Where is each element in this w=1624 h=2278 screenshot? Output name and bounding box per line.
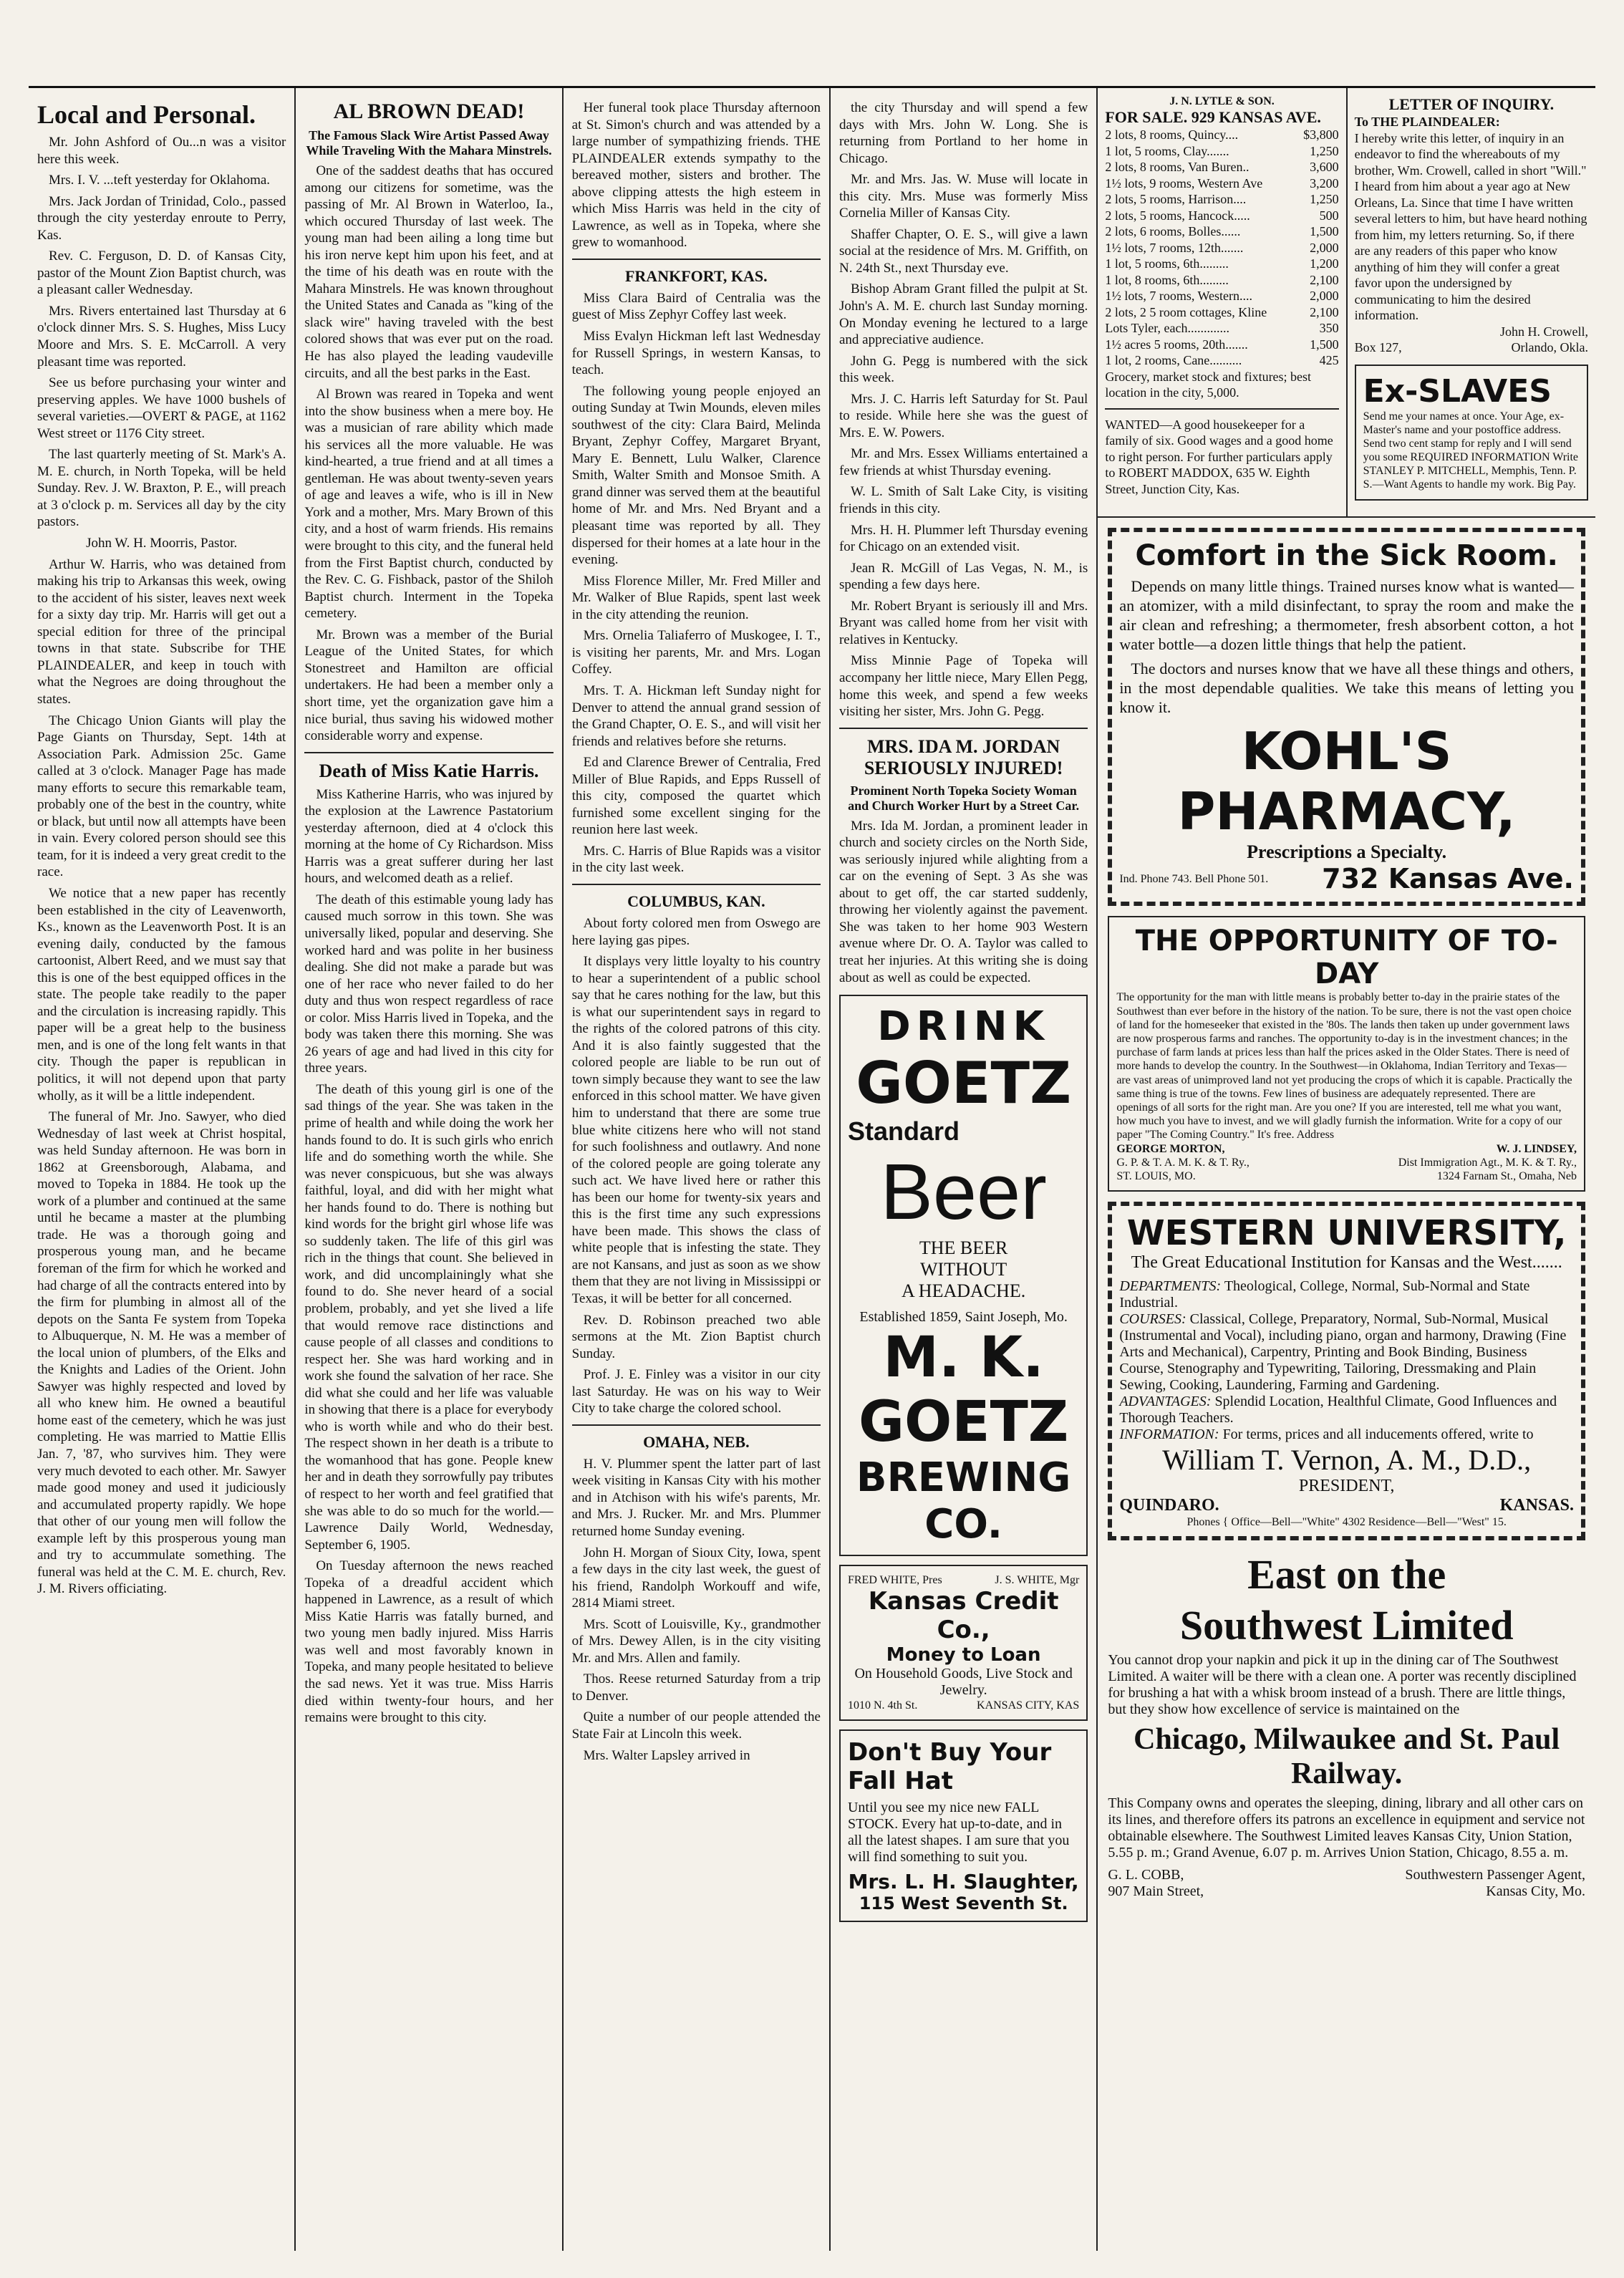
article-paragraph: On Tuesday afternoon the news reached Topeka of a dreadful accident which happened in Lawrence, as a result of which Miss Katie Harris was fatally burned, and two young men badly injured. Miss Harris was well and most favorably known in Topeka, and many people hesitated to believe the sad news. Yet it was true. Miss Harris died within twenty-four hours, and her remains were brought to this city. bbox=[304, 1558, 554, 1726]
newspaper-page bbox=[29, 86, 1595, 2251]
east-title-2: Southwest Limited bbox=[1179, 1602, 1514, 1649]
news-item: Quite a number of our people attended the State Fair at Lincoln this week. bbox=[571, 1709, 821, 1742]
local-item: Rev. C. Ferguson, D. D. of Kansas City, pastor of the Mount Zion Baptist church, was a pleasant caller Wednesday. bbox=[37, 248, 286, 298]
goetz-brand: GOETZ bbox=[856, 1050, 1072, 1117]
credit-officer-right: J. S. WHITE, Mgr bbox=[995, 1574, 1080, 1587]
credit-name: Kansas Credit Co., bbox=[868, 1587, 1059, 1645]
news-item: Shaffer Chapter, O. E. S., will give a lawn social at the residence of Mrs. M. Griffith, on N. 24th St., next Thursday eve. bbox=[838, 226, 1088, 276]
credit-officer-left: FRED WHITE, Pres bbox=[847, 1574, 942, 1587]
inquiry-city: Orlando, Okla. bbox=[1511, 340, 1588, 354]
opportunity-cities bbox=[1116, 1169, 1577, 1183]
jordan-subhead: Prominent North Topeka Society Woman and Church Worker Hurt by a Street Car. bbox=[848, 783, 1080, 813]
article-paragraph: Her funeral took place Thursday afternoon at St. Simon's church and was attended by a large number of sympathizing friends. THE PLAINDEALER extends sympathy to the bereaved mother, sisters and brother. The above clipping attests the high esteem in which Miss Harris was held in the city of Lawrence, as well as in Topeka, where she grew to womanhood. bbox=[571, 100, 821, 251]
columbus-head: COLUMBUS, KAN. bbox=[627, 892, 765, 910]
katie-harris-head: Death of Miss Katie Harris. bbox=[319, 760, 539, 781]
inquiry-box: Box 127, bbox=[1354, 340, 1402, 354]
lytle-row: 1 lot, 8 rooms, 6th......... 2,100 bbox=[1105, 272, 1339, 287]
kohl-address: 732 Kansas Ave. bbox=[1322, 863, 1574, 895]
lytle-row: 2 lots, 8 rooms, Quincy.... $3,800 bbox=[1105, 127, 1339, 142]
article-paragraph: Al Brown was reared in Topeka and went into the show business when a mere boy. He was a musician of rare ability which made his services all the more valuable. He was kind-hearted, a true friend and at all times a gentleman. He was about twenty-seven years of age and leaves a wife, who is ill in New York and a mother, Mrs. Mary Brown of this city, and a host of warm friends. His remains were brought to this city, and the funeral held from the First Baptist church, conducted by the Rev. C. G. Fishback, pastor of the Shiloh Baptist church. Interment in the Topeka cemetery. bbox=[304, 387, 554, 622]
goetz-brew: BREWING CO. bbox=[856, 1454, 1071, 1548]
kohl-brand: KOHL'S PHARMACY, bbox=[1177, 721, 1516, 842]
news-item: John H. Morgan of Sioux City, Iowa, spent a few days in the city last week, the guest of his friend, Randolph Workouff and wife, 2814 Miami street. bbox=[571, 1545, 821, 1611]
goetz-ad bbox=[839, 995, 1088, 1556]
hat-name: Mrs. L. H. Slaughter, bbox=[848, 1870, 1079, 1894]
news-item: About forty colored men from Oswego are here laying gas pipes. bbox=[571, 915, 821, 948]
local-item: Mrs. Jack Jordan of Trinidad, Colo., passed through the city yesterday enroute to Perry, Kas. bbox=[37, 193, 286, 243]
news-item: Mr. Robert Bryant is seriously ill and Mrs. Bryant was called home from her visit with relatives in Kentucky. bbox=[838, 598, 1088, 647]
news-item: Jean R. McGill of Las Vegas, N. M., is spending a few days here. bbox=[838, 560, 1088, 593]
news-item: John G. Pegg is numbered with the sick this week. bbox=[838, 353, 1088, 386]
comfort-title: Comfort in the Sick Room. bbox=[1135, 539, 1558, 572]
wanted-ad: WANTED—A good housekeeper for a family of six. Good wages and a good home to right person. For further particulars apply to ROBERT MADDOX, 635 W. Eighth Street, Junction City, Kas. bbox=[1105, 417, 1333, 496]
news-item: Ed and Clarence Brewer of Centralia, Fred Miller of Blue Rapids, and Epps Russell of this city, composed the quartet which furnished some excellent singing for the reunion here last week. bbox=[571, 755, 821, 838]
goetz-line1: THE BEER bbox=[919, 1237, 1008, 1259]
article-paragraph: Mr. Brown was a member of the Burial League of the United States, for which Stonestreet and Hamilton are official undertakers. He had been a member only a short time, yet the organization gave him a nice burial, thus saving his widowed mother considerable worry and expense. bbox=[304, 627, 554, 744]
goetz-standard: Standard bbox=[847, 1116, 960, 1147]
goetz-line2: WITHOUT bbox=[920, 1259, 1007, 1280]
western-university-ad bbox=[1108, 1202, 1585, 1540]
local-item: Mr. John Ashford of Ou...n was a visitor here this week. bbox=[37, 135, 286, 167]
column-2 bbox=[296, 88, 563, 2251]
lytle-row: 2 lots, 2 5 room cottages, Kline 2,100 bbox=[1105, 304, 1339, 319]
east-agent-left: G. L. COBB, bbox=[1108, 1867, 1184, 1883]
article-paragraph: The death of this estimable young lady has caused much sorrow in this town. She was universally liked, popular and deserving. She worked hard and was polite in her business dealing. She did not make a parade but was one of her race who never failed to do her duty and thus won respect regardless of race or color. Miss Harris lived in Topeka, and the body was taken there this morning. She was 26 years of age and had lived in this city for three years. bbox=[304, 892, 554, 1076]
local-item: Mrs. I. V. ...teft yesterday for Oklahoma. bbox=[49, 173, 271, 188]
goetz-mk: M. K. GOETZ bbox=[858, 1326, 1069, 1455]
news-item: Mr. and Mrs. Jas. W. Muse will locate in this city. Mrs. Muse was formerly Miss Cornelia Miller of Kansas City. bbox=[838, 172, 1088, 221]
news-item: W. L. Smith of Salt Lake City, is visiting friends in this city. bbox=[838, 484, 1088, 517]
news-item: Mrs. H. H. Plummer left Thursday evening for Chicago on an extended visit. bbox=[838, 522, 1088, 555]
lytle-row: 1½ lots, 9 rooms, Western Ave 3,200 bbox=[1105, 175, 1339, 190]
lytle-row: Lots Tyler, each............. 350 bbox=[1105, 321, 1339, 335]
omaha-head: OMAHA, NEB. bbox=[643, 1432, 750, 1451]
east-addr-left: 907 Main Street, bbox=[1108, 1883, 1204, 1900]
news-item: Bishop Abram Grant filled the pulpit at St. John's A. M. E. church last Sunday morning. On Monday evening he lectured to a large and appreciative audience. bbox=[838, 281, 1088, 348]
kohl-contact bbox=[1119, 863, 1574, 894]
lytle-row: 1 lot, 5 rooms, Clay....... 1,250 bbox=[1105, 143, 1339, 158]
hat-title: Don't Buy Your Fall Hat bbox=[847, 1738, 1052, 1796]
lytle-row: 2 lots, 5 rooms, Harrison.... 1,250 bbox=[1105, 192, 1339, 206]
east-addr-right: Kansas City, Mo. bbox=[1486, 1883, 1585, 1900]
east-agent-right: Southwestern Passenger Agent, bbox=[1405, 1867, 1585, 1883]
frankfort-head: FRANKFORT, KAS. bbox=[624, 266, 768, 285]
news-item: Mrs. C. Harris of Blue Rapids was a visitor in the city last week. bbox=[571, 843, 821, 876]
comfort-ad bbox=[1108, 528, 1585, 907]
jordan-head: MRS. IDA M. JORDAN SERIOUSLY INJURED! bbox=[864, 735, 1063, 778]
inquiry-column bbox=[1348, 88, 1595, 516]
wu-info: INFORMATION: For terms, prices and all inducements offered, write to bbox=[1119, 1427, 1534, 1443]
news-item: Mrs. T. A. Hickman left Sunday night for Denver to attend the annual grand session of the Grand Chapter, O. E. S., and will visit her friends and relatives before she returns. bbox=[571, 682, 821, 749]
news-item: H. V. Plummer spent the latter part of last week visiting in Kansas City with his mother and in Atchison with his wife's parents, Mr. and Mrs. J. Rucker. Mr. and Mrs. Plummer returned home Sunday evening. bbox=[571, 1456, 821, 1540]
article-paragraph: The death of this young girl is one of the sad things of the year. She was taken in the prime of health and while doing the work her hands found to do. It is such girls who enrich life and do something worth the while. She was never conspicuous, but she was always faithful, loyal, and did with her might what her hands found to do. There is nothing but kind words for the bright girl whose life was so suddenly taken. The life of this girl was rich in the things that count. She believed in work, and did uncomplainingly what she found to do. She never heard of a social problem, probably, and yet she lived a life that would remove race distinctions and cause people of all classes and conditions to respect her. She was hard working and in work she found the salvation of her race. She did what she could and her life was valuable in showing that there is a place for everybody who is worth while and who do their best. The respect shown in her death is a tribute to the womanhood that has gone. People knew her and in death they sorrowfully pay tributes of respect to her worth and feel gratified that she was able to do so much for the world.—Lawrence Daily World, Wednesday, September 6, 1905. bbox=[304, 1081, 554, 1553]
exslaves-text: Send me your names at once. Your Age, ex-Master's name and your postoffice address. Send two cent stamp for reply and I will send you some REQUIRED INFORMATION Write STANLEY P. MITCHELL, Memphis, Tenn. P. S.—Want Agents to handle my work. Big Pay. bbox=[1363, 410, 1579, 491]
credit-address bbox=[848, 1699, 1079, 1712]
lytle-head: FOR SALE. 929 KANSAS AVE. bbox=[1105, 108, 1321, 126]
goetz-beer: Beer bbox=[880, 1148, 1047, 1237]
inquiry-sign: John H. Crowell, bbox=[1500, 324, 1588, 339]
east-agent bbox=[1108, 1867, 1585, 1883]
news-item: the city Thursday and will spend a few days with Mrs. John W. Long. She is returning from Portland to her home in Chicago. bbox=[838, 100, 1088, 166]
exslaves-ad bbox=[1355, 365, 1588, 501]
right-top bbox=[1098, 88, 1595, 518]
inquiry-to: To THE PLAINDEALER: bbox=[1354, 115, 1500, 129]
wu-city-right: KANSAS. bbox=[1499, 1496, 1574, 1515]
al-brown-head: AL BROWN DEAD! bbox=[333, 100, 525, 123]
wu-depts: DEPARTMENTS: Theological, College, Normal, Sub-Normal and State Industrial. bbox=[1119, 1278, 1530, 1311]
agent-title-right: Dist Immigration Agt., M. K. & T. Ry., bbox=[1398, 1156, 1577, 1169]
lytle-row: 1½ acres 5 rooms, 20th....... 1,500 bbox=[1105, 337, 1339, 352]
inquiry-text: I hereby write this letter, of inquiry in an endeavor to find the whereabouts of my brother, Wm. Crowell, called in short "Will." I heard from him about a year ago at New Orleans, La. Since that time I have written several letters to him, but have heard nothing from him, my letters returning. So, if there are any readers of this paper who know anything of him they will confer a great favor upon the undersigned by communicating to him the desired information. bbox=[1354, 130, 1587, 322]
lytle-row: 1½ lots, 7 rooms, 12th....... 2,000 bbox=[1105, 240, 1339, 255]
east-text2: This Company owns and operates the sleeping, dining, library and all other cars on its lines, and therefore offers its patrons an excellence in equipment and service not obtainable elsewhere. The Southwest Limited leaves Kansas City, Union Station, 5.55 p. m.; Grand Avenue, 6.07 p. m. Arrives Union Station, Chicago, 8.55 a. m. bbox=[1108, 1795, 1585, 1861]
news-item: Thos. Reese returned Saturday from a trip to Denver. bbox=[571, 1671, 821, 1704]
divider bbox=[304, 752, 553, 753]
wu-title: WESTERN UNIVERSITY, bbox=[1126, 1213, 1567, 1254]
agent-city-right: 1324 Farnam St., Omaha, Neb bbox=[1436, 1169, 1577, 1182]
credit-addr-left: 1010 N. 4th St. bbox=[847, 1699, 918, 1712]
local-item: See us before purchasing your winter and preserving apples. We have 1000 bushels of several varieties.—OVERT & PAGE, at 1162 West street or 1176 City street. bbox=[37, 375, 286, 441]
news-item: Mrs. Scott of Louisville, Ky., grandmother of Mrs. Dewey Allen, is in the city visiting Mr. and Mrs. Allen and family. bbox=[571, 1616, 821, 1666]
news-item: Mrs. Walter Lapsley arrived in bbox=[583, 1747, 750, 1763]
divider bbox=[839, 728, 1088, 729]
news-item: Miss Minnie Page of Topeka will accompany her little niece, Mary Ellen Pegg, home this week, and spend a few weeks visiting her sister, Mrs. John G. Pegg. bbox=[838, 653, 1088, 720]
goetz-est: Established 1859, Saint Joseph, Mo. bbox=[859, 1309, 1068, 1326]
east-title-1: East on the bbox=[1247, 1551, 1446, 1598]
credit-text: On Household Goods, Live Stock and Jewelry. bbox=[854, 1666, 1073, 1699]
local-items bbox=[37, 134, 286, 1598]
news-item: Mr. and Mrs. Essex Williams entertained a few friends at whist Thursday evening. bbox=[838, 446, 1088, 478]
credit-officers bbox=[848, 1573, 1079, 1587]
wu-courses: COURSES: Classical, College, Preparatory, Normal, Sub-Normal, Musical (Instrumental and Vocal), including piano, organ and harmony, Drawing (Fine Arts and Mechanical), Carpentry, Printing and Book Binding, Business Course, Stenography and Typewriting, Tailoring, Dressmaking and Plain Sewing, Cooking, Laundering, Farming and Gardening. bbox=[1119, 1311, 1567, 1394]
inquiry-address bbox=[1355, 339, 1588, 356]
fall-hat-ad bbox=[839, 1729, 1088, 1922]
kohl-slogan: Prescriptions a Specialty. bbox=[1247, 841, 1447, 863]
news-item: Prof. J. E. Finley was a visitor in our city last Saturday. He was on his way to Weir City to take charge the colored school. bbox=[571, 1367, 821, 1416]
credit-slogan: Money to Loan bbox=[886, 1644, 1041, 1666]
lytle-row: 2 lots, 5 rooms, Hancock..... 500 bbox=[1105, 208, 1339, 223]
article-paragraph: Mrs. Ida M. Jordan, a prominent leader in church and society circles on the North Side, was seriously injured while alighting from a car on the evening of Sept. 3 As she was about to get off, the car started suddenly, throwing her violently against the pavement. She was taken to her home 903 Western avenue where Dr. O. A. Taylor was called to treat her injuries. At this writing she is doing about as well as could be expected. bbox=[838, 818, 1088, 985]
wu-phones: Phones { Office—Bell—"White" 4302 Residence—Bell—"West" 15. bbox=[1186, 1516, 1507, 1529]
kohl-phones: Ind. Phone 743. Bell Phone 501. bbox=[1119, 872, 1269, 885]
local-item: The last quarterly meeting of St. Mark's A. M. E. church, in North Topeka, will be held Sunday. Rev. J. W. Braxton, P. E., will preach at 3 o'clock p. m. Services all day by the city pastors. bbox=[37, 447, 286, 530]
kansas-credit-ad bbox=[839, 1565, 1088, 1721]
local-item: John W. H. Moorris, Pastor. bbox=[86, 536, 238, 551]
credit-addr-right: KANSAS CITY, KAS bbox=[977, 1699, 1080, 1712]
lytle-row: 1 lot, 5 rooms, 6th......... 1,200 bbox=[1105, 256, 1339, 271]
lytle-firm: J. N. LYTLE & SON. bbox=[1169, 95, 1275, 107]
lytle-ad bbox=[1098, 88, 1347, 516]
news-item: It displays very little loyalty to his country to hear a superintendent of a public school say that he cares nothing for the law, but this is what our superintendent says in regard to the rights of the colored patrons of this city. And it is also faintly suggested that the colored people are liable to be run out of town simply because they want to see the law enforced in this school matter. We have given him to understand that there are some true blue white citizens here who will not stand for such foolishness and outlawry. And none of the colored people are going tolerate any such act. We have lived here or rather this has been our home for twenty-six years and this is the first time any such expressions have been made. This shows the class of white people that is infesting the state. They are not Kansans, and just as soon as we show them that they are not living in Mississippi or Texas, it will be better for all concerned. bbox=[571, 954, 821, 1306]
agent-right: W. J. LINDSEY, bbox=[1496, 1142, 1577, 1155]
column-1 bbox=[29, 88, 296, 2251]
comfort-text: The doctors and nurses know that we have all these things and others, in the most dependable qualities. We take this means of letting you know it. bbox=[1119, 659, 1574, 717]
local-item: Mrs. Rivers entertained last Thursday at 6 o'clock dinner Mrs. S. S. Hughes, Miss Lucy Moore and Mrs. S. E. McCarroll. A very pleasant time was reported. bbox=[37, 303, 286, 370]
hat-addr: 115 West Seventh St. bbox=[859, 1893, 1068, 1914]
wu-president-role: PRESIDENT, bbox=[1298, 1477, 1395, 1496]
opportunity-ad bbox=[1108, 916, 1585, 1192]
opportunity-titles bbox=[1116, 1156, 1577, 1169]
local-item: We notice that a new paper has recently been established in the city of Leavenworth, Ks., known as the Leavenworth Post. It is an evening daily, conducted by the famous cartoonist, Albert Reed, and we must say that this is one of the best equipped offices in the state. The people take readily to the paper and the circulation is increasing rapidly. This paper will be a great help to the business men, and is one of the long felt wants in that city. Though the paper is republican in politics, it will not depend upon that party wholly, as it will be a little independent. bbox=[37, 885, 286, 1104]
hat-text: Until you see my nice new FALL STOCK. Every hat up-to-date, and in all the latest shapes. I am sure that you will find something to suit you. bbox=[847, 1800, 1070, 1866]
wu-advantages: ADVANTAGES: Splendid Location, Healthful Climate, Good Influences and Thorough Teachers. bbox=[1119, 1394, 1557, 1427]
local-item: The Chicago Union Giants will play the Page Giants on Thursday, Sept. 14th at Association Park. Admission 25c. Game called at 3 o'clock. Manager Page has made many efforts to secure this remarkable team, probably one of the best in the country, white or black, but until now all attempts have been in vain. Every colored person should see this team, for it is indeed a very great credit to the race. bbox=[37, 713, 286, 880]
right-section bbox=[1098, 88, 1595, 2251]
agent-city-left: ST. LOUIS, MO. bbox=[1116, 1169, 1196, 1182]
news-item: Mrs. Ornelia Taliaferro of Muskogee, I. T., is visiting her parents, Mr. and Mrs. Logan Coffey. bbox=[571, 628, 821, 677]
goetz-line3: A HEADACHE. bbox=[901, 1280, 1026, 1302]
comfort-text: Depends on many little things. Trained nurses know what is wanted—an atomizer, with a mild disinfectant, to spray the room and make the air clean and refreshing; a thermometer, fresh absorbent cotton, a hot water bottle—a dozen little things that help the patient. bbox=[1119, 576, 1574, 654]
wu-cities bbox=[1119, 1496, 1574, 1515]
divider bbox=[572, 1424, 821, 1426]
east-southwest-ad bbox=[1108, 1550, 1585, 1900]
lytle-row: 1½ lots, 7 rooms, Western.... 2,000 bbox=[1105, 289, 1339, 303]
news-item: Rev. D. Robinson preached two able sermons at the Mt. Zion Baptist church Sunday. bbox=[571, 1312, 821, 1361]
lytle-row: 1 lot, 2 rooms, Cane.......... 425 bbox=[1105, 353, 1339, 367]
column-3 bbox=[564, 88, 831, 2251]
local-item: The funeral of Mr. Jno. Sawyer, who died Wednesday of last week at Christ hospital, was held Sunday afternoon. He was born in 1862 at Greensborough, Alabama, and moved to Topeka in 1884. He took up the work of a plumber and continued at the same until he became a master at the plumbing trade. He was a thorough going and prosperous young man, and he became foreman of the firm for which he worked and had charge of all the contracts entered into by the firm for plumbing in almost all of the depots on the Santa Fe system from Topeka to Albuquerque, N. M. He was a member of the local union of plumbers, of the Elks and the Knights and Ladies of the Orient. John Sawyer was highly respected and loved by all who knew him. He owned a beautiful home east of the cemetery, which he was just completing. He was married to Mattie Ellis Jan. 7, '87, who survives him. They were very much devoted to each other. Mr. Sawyer made good money and used it judiciously and accumulated property rapidly. We hope that other of our young men will follow the example left by this prosperous young man and try to accummulate something. The funeral was held at the C. M. E. church, Rev. J. M. Rivers officiating. bbox=[37, 1109, 286, 1597]
wu-sub: The Great Educational Institution for Kansas and the West....... bbox=[1131, 1253, 1562, 1273]
lytle-row: 2 lots, 6 rooms, Bolles...... 1,500 bbox=[1105, 224, 1339, 238]
exslaves-title: Ex-SLAVES bbox=[1363, 372, 1552, 410]
news-item: The following young people enjoyed an outing Sunday at Twin Mounds, eleven miles southwest of the city: Clara Baird, Melinda Bryant, Zephyr Coffey, Margaret Bryant, Mary E. Bennett, Lulu Walker, Clarence Smith, Walter Smith and Monsoe Smith. A grand dinner was served them at the beautiful home of Mr. and Mrs. Ned Bryant and a pleasant time was reported by all. They dispersed for their homes at a late hour in the evening. bbox=[571, 383, 821, 568]
article-paragraph: Miss Katherine Harris, who was injured by the explosion at the Lawrence Pastatorium yesterday afternoon, died at 4 o'clock this morning at the home of Cy Richardson. Miss Harris was a great sufferer during her last hours, and welcomed death as a relief. bbox=[304, 786, 554, 887]
east-address bbox=[1108, 1883, 1585, 1900]
divider bbox=[572, 259, 821, 260]
divider bbox=[1105, 408, 1338, 410]
local-item: Arthur W. Harris, who was detained from making his trip to Arkansas this week, owing to the accident of his sister, leaves next week for a sixty day trip. Mr. Harris will get out a special edition for three of the principal towns in that state. Subscribe for THE PLAINDEALER, and keep in touch with what the Negroes are doing throughout the states. bbox=[37, 556, 286, 707]
east-text: You cannot drop your napkin and pick it up in the dining car of The Southwest Limited. A waiter will be there with a clean one. A porter was recently disciplined for brushing a hat with a whisk broom instead of a brush. There are little things, but they show how excellence of service is maintained on the bbox=[1108, 1652, 1577, 1718]
news-item: Mrs. J. C. Harris left Saturday for St. Paul to reside. While here she was the guest of Mrs. E. W. Powers. bbox=[838, 391, 1088, 440]
column-4 bbox=[831, 88, 1098, 2251]
news-item: Miss Florence Miller, Mr. Fred Miller and Mr. Walker of Blue Rapids, spent last week in the city attending the reunion. bbox=[571, 573, 821, 622]
opportunity-agents bbox=[1116, 1142, 1577, 1156]
goetz-drink: DRINK bbox=[877, 1003, 1050, 1051]
east-railway: Chicago, Milwaukee and St. Paul Railway. bbox=[1134, 1723, 1560, 1791]
agent-title-left: G. P. & T. A. M. K. & T. Ry., bbox=[1116, 1156, 1250, 1169]
local-personal-title: Local and Personal. bbox=[37, 100, 256, 129]
news-item: Miss Clara Baird of Centralia was the guest of Miss Zephyr Coffey last week. bbox=[571, 290, 821, 323]
al-brown-subhead: The Famous Slack Wire Artist Passed Away While Traveling With the Mahara Minstrels. bbox=[306, 128, 552, 158]
inquiry-head: LETTER OF INQUIRY. bbox=[1388, 95, 1555, 113]
opportunity-text: The opportunity for the man with little means is probably better to-day in the prairie states of the Southwest than ever before in the history of the nation. To be sure, there is not the vast open choice of land for the homeseeker that existed in the '80s. The lands then taken up under government laws are now prosperous farms and ranches. The opportunity to-day is in the investment chances; in the purchase of farm lands at prices less than half the prices asked in the Older States. There is need of more hands to develop the country. In the Southwest—in Oklahoma, Indian Territory and Texas—are vast areas of unimproved land not yet producing the crops of which it is capable. Practically the same thing is true of the towns. Few lines of business are adequately represented. There are openings of all sorts for the right man. Are you one? If you are interested, tell me what you want, how much you have to invest, and we will gladly furnish the information. Write for a copy of our paper "The Coming Country." It's free. Address bbox=[1116, 991, 1572, 1142]
article-paragraph: One of the saddest deaths that has occured among our citizens for sometime, was the passing of Mr. Al Brown in Waterloo, Ia., which occured Thursday of last week. The young man had been ailing a long time but his iron nerve kept him upon his feet, and at the time of his death was en route with the Mahara Minstrels. He was known throughout the United States and Canada as "king of the slack wire" having traveled with the best colored shows that was ever put on the road. He has also played the leading vaudeville circuits, and all the best parks in the East. bbox=[304, 163, 554, 381]
lytle-list bbox=[1105, 127, 1338, 369]
agent-left: GEORGE MORTON, bbox=[1116, 1142, 1225, 1155]
divider bbox=[572, 884, 821, 885]
wu-president-name: William T. Vernon, A. M., D.D., bbox=[1162, 1444, 1532, 1477]
lytle-footer: Grocery, market stock and fixtures; best location in the city, 5,000. bbox=[1105, 369, 1312, 400]
lytle-row: 2 lots, 8 rooms, Van Buren.. 3,600 bbox=[1105, 160, 1339, 174]
wu-city-left: QUINDARO. bbox=[1119, 1496, 1219, 1515]
opportunity-title: THE OPPORTUNITY OF TO-DAY bbox=[1135, 925, 1558, 991]
news-item: Miss Evalyn Hickman left last Wednesday for Russell Springs, in western Kansas, to teach. bbox=[571, 329, 821, 378]
